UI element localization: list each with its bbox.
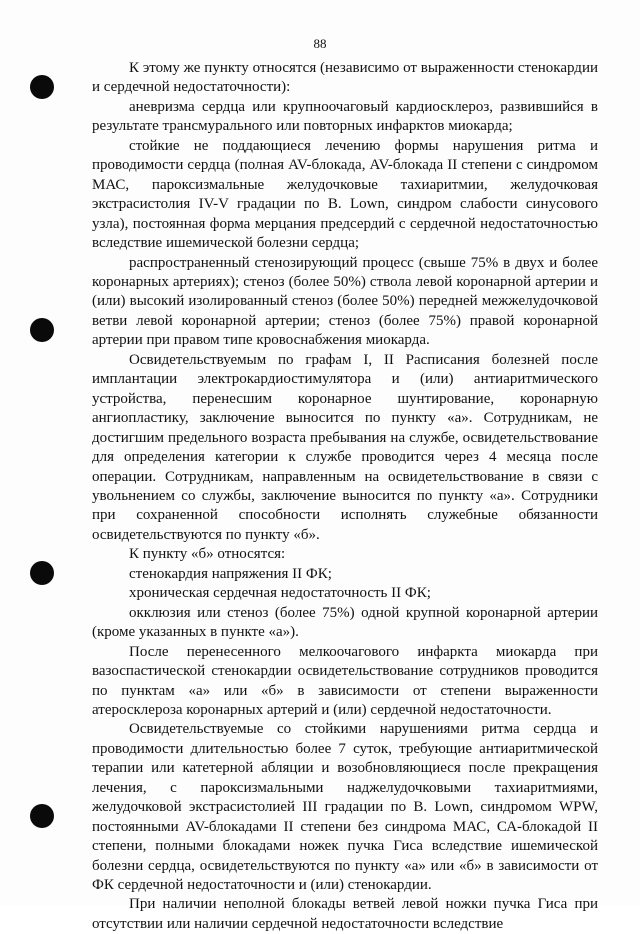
paragraph-1: К этому же пункту относятся (независимо от выраженности стенокардии и сердечной недостаточности): [92,60,598,96]
binder-hole-1 [30,75,54,99]
binder-hole-3 [30,561,54,585]
page-number: 88 [313,36,327,51]
paragraph-3: стойкие не поддающиеся лечению формы нарушения ритма и проводимости сердца (полная AV-блокада, AV-блокада II степени с синдромом МАС, пароксизмальные желудочковые тахиаритмии, желудочковая экстрасистолия IV-V градации по B. Lown, синдром слабости синусового узла), постоянная форма мерцания предсердий с сердечной недостаточностью вследствие ишемической болезни сердца; [92,137,598,252]
paragraph-8: хроническая сердечная недостаточность II ФК; [129,585,431,602]
paragraph-10: После перенесенного мелкоочагового инфаркта миокарда при вазоспастической стенокардии освидетельствование сотрудников проводится по пунктам «а» или «б» в зависимости от степени выраженности атеросклероза коронарных артерий и (или) сердечной недостаточности. [92,643,598,718]
paragraph-5: Освидетельствуемым по графам I, II Расписания болезней после имплантации электрокардиостимулятора и (или) антиаритмического устройства, перенесшим коронарное шунтирование, коронарную ангиопластику, заключение выносится по пункту «а». Сотрудникам, не достигшим предельного возраста пребывания на службе, освидетельствование для определения категории к службе проводится через 4 месяца после операции. Сотрудникам, направленным на освидетельствование в связи с увольнением со службы, заключение выносится по пункту «а». Сотрудники при сохраненной способности исполнять служебные обязанности освидетельствуются по пункту «б». [92,351,598,543]
paragraph-11: Освидетельствуемые со стойкими нарушениями ритма сердца и проводимости длительностью более 7 суток, требующие антиаритмической терапии или катетерной абляции и возобновляющиеся после прекращения лечения, с пароксизмальными наджелудочковыми тахиаритмиями, желудочковой экстрасистолией III градации по B. Lown, синдромом WPW, постоянными AV-блокадами II степени без синдрома МАС, СА-блокадой II степени, полными блокадами ножек пучка Гиса вследствие ишемической болезни сердца, освидетельствуются по пункту «а» или «б» в зависимости от ФК сердечной недостаточности и (или) стенокардии. [92,721,598,894]
paragraph-7: стенокардия напряжения II ФК; [129,565,332,582]
paragraph-2: аневризма сердца или крупноочаговый кардиосклероз, развившийся в результате трансмурального или повторных инфарктов миокарда; [92,98,598,135]
body-text [92,59,598,934]
paragraph-4: распространенный стенозирующий процесс (свыше 75% в двух и более коронарных артериях); стеноз (более 50%) ствола левой коронарной артерии и (или) высокий изолированный стеноз (более 50%) передней межжелудочковой ветви левой коронарной артерии; стеноз (более 75%) правой коронарной артерии при правом типе кровоснабжения миокарда. [92,254,598,349]
paragraph-9: окклюзия или стеноз (более 75%) одной крупной коронарной артерии (кроме указанных в пункте «а»). [92,604,598,641]
binder-hole-4 [30,804,54,828]
paragraph-6: К пункту «б» относятся: [129,546,286,563]
paragraph-12: При наличии неполной блокады ветвей левой ножки пучка Гиса при отсутствии или наличии сердечной недостаточности вследствие [92,896,598,932]
binder-hole-2 [30,318,54,342]
